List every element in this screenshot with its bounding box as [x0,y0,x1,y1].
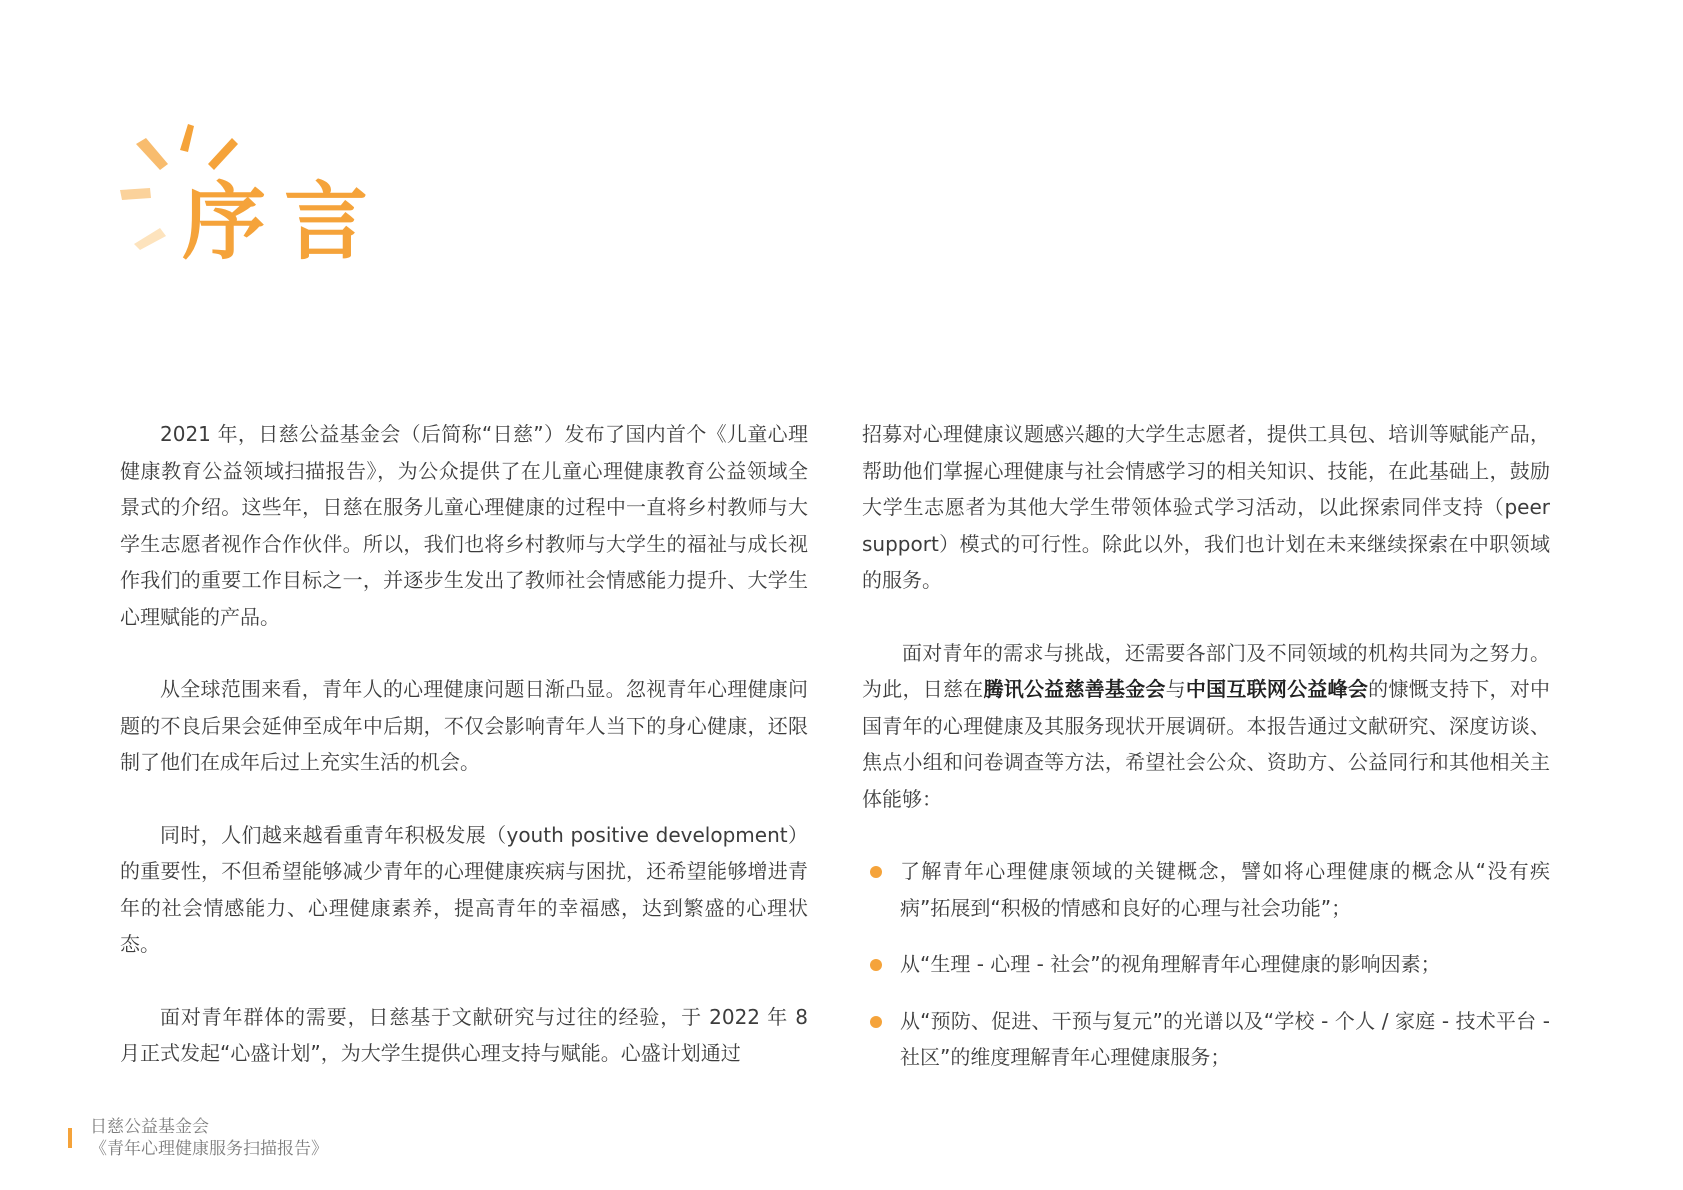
org-name-tencent: 腾讯公益慈善基金会 [983,677,1166,701]
paragraph: 同时，人们越来越看重青年积极发展（youth positive development）的重要性，不但希望能够减少青年的心理健康疾病与困扰，还希望能够增进青年的社会情感能力、心理健康素养，提高青年的幸福感，达到繁盛的心理状态。 [120,822,808,956]
right-column [862,416,1550,1096]
list-item-text: 从“预防、促进、干预与复元”的光谱以及“学校 - 个人 / 家庭 - 技术平台 - 社区”的维度理解青年心理健康服务； [900,1008,1550,1069]
left-column [120,416,808,1108]
list-item-text: 了解青年心理健康领域的关键概念，譬如将心理健康的概念从“没有疾病”拓展到“积极的情感和良好的心理与社会功能”； [900,859,1550,920]
list-item [862,1003,1550,1076]
paragraph-support [862,635,1550,818]
list-item-text: 从“生理 - 心理 - 社会”的视角理解青年心理健康的影响因素； [900,952,1441,976]
title-block [120,124,387,284]
bullet-dot-icon [870,1016,882,1028]
paragraph: 面对青年群体的需要，日慈基于文献研究与过往的经验，于 2022 年 8 月正式发起“心盛计划”，为大学生提供心理支持与赋能。心盛计划通过 [120,1004,808,1065]
text-span: 与 [1165,677,1186,701]
bullet-dot-icon [870,866,882,878]
org-name-summit: 中国互联网公益峰会 [1185,677,1369,701]
footer-accent-bar [68,1128,72,1148]
text-span: 面对青年的需求与挑战，还需要各部门及不同领域的机构共同为之努力。为此，日慈在 [862,640,1550,701]
footer-text [90,1116,328,1160]
footer-report-title: 《青年心理健康服务扫描报告》 [90,1139,328,1159]
page-title: 序言 [182,173,387,271]
paragraph: 2021 年，日慈公益基金会（后简称“日慈”）发布了国内首个《儿童心理健康教育公益领域扫描报告》，为公众提供了在儿童心理健康教育公益领域全景式的介绍。这些年，日慈在服务儿童心理健康的过程中一直将乡村教师与大学生志愿者视作合作伙伴。所以，我们也将乡村教师与大学生的福祉与成长视作我们的重要工作目标之一，并逐步生发出了教师社会情感能力提升、大学生心理赋能的产品。 [120,422,808,629]
paragraph-continuation: 招募对心理健康议题感兴趣的大学生志愿者，提供工具包、培训等赋能产品，帮助他们掌握心理健康与社会情感学习的相关知识、技能，在此基础上，鼓励大学生志愿者为其他大学生带领体验式学习活动，以此探索同伴支持（peer support）模式的可行性。除此以外，我们也计划在未来继续探索在中职领域的服务。 [862,422,1550,592]
bullet-dot-icon [870,959,882,971]
list-item [862,946,1550,983]
bullet-list [862,853,1550,1076]
footer-org-name: 日慈公益基金会 [90,1117,209,1137]
list-item [862,853,1550,926]
text-span: 的慷慨支持下，对中国青年的心理健康及其服务现状开展调研。本报告通过文献研究、深度访谈、焦点小组和问卷调查等方法，希望社会公众、资助方、公益同行和其他相关主体能够： [862,677,1551,811]
paragraph: 从全球范围来看，青年人的心理健康问题日渐凸显。忽视青年心理健康问题的不良后果会延伸至成年中后期，不仅会影响青年人当下的身心健康，还限制了他们在成年后过上充实生活的机会。 [120,677,808,774]
